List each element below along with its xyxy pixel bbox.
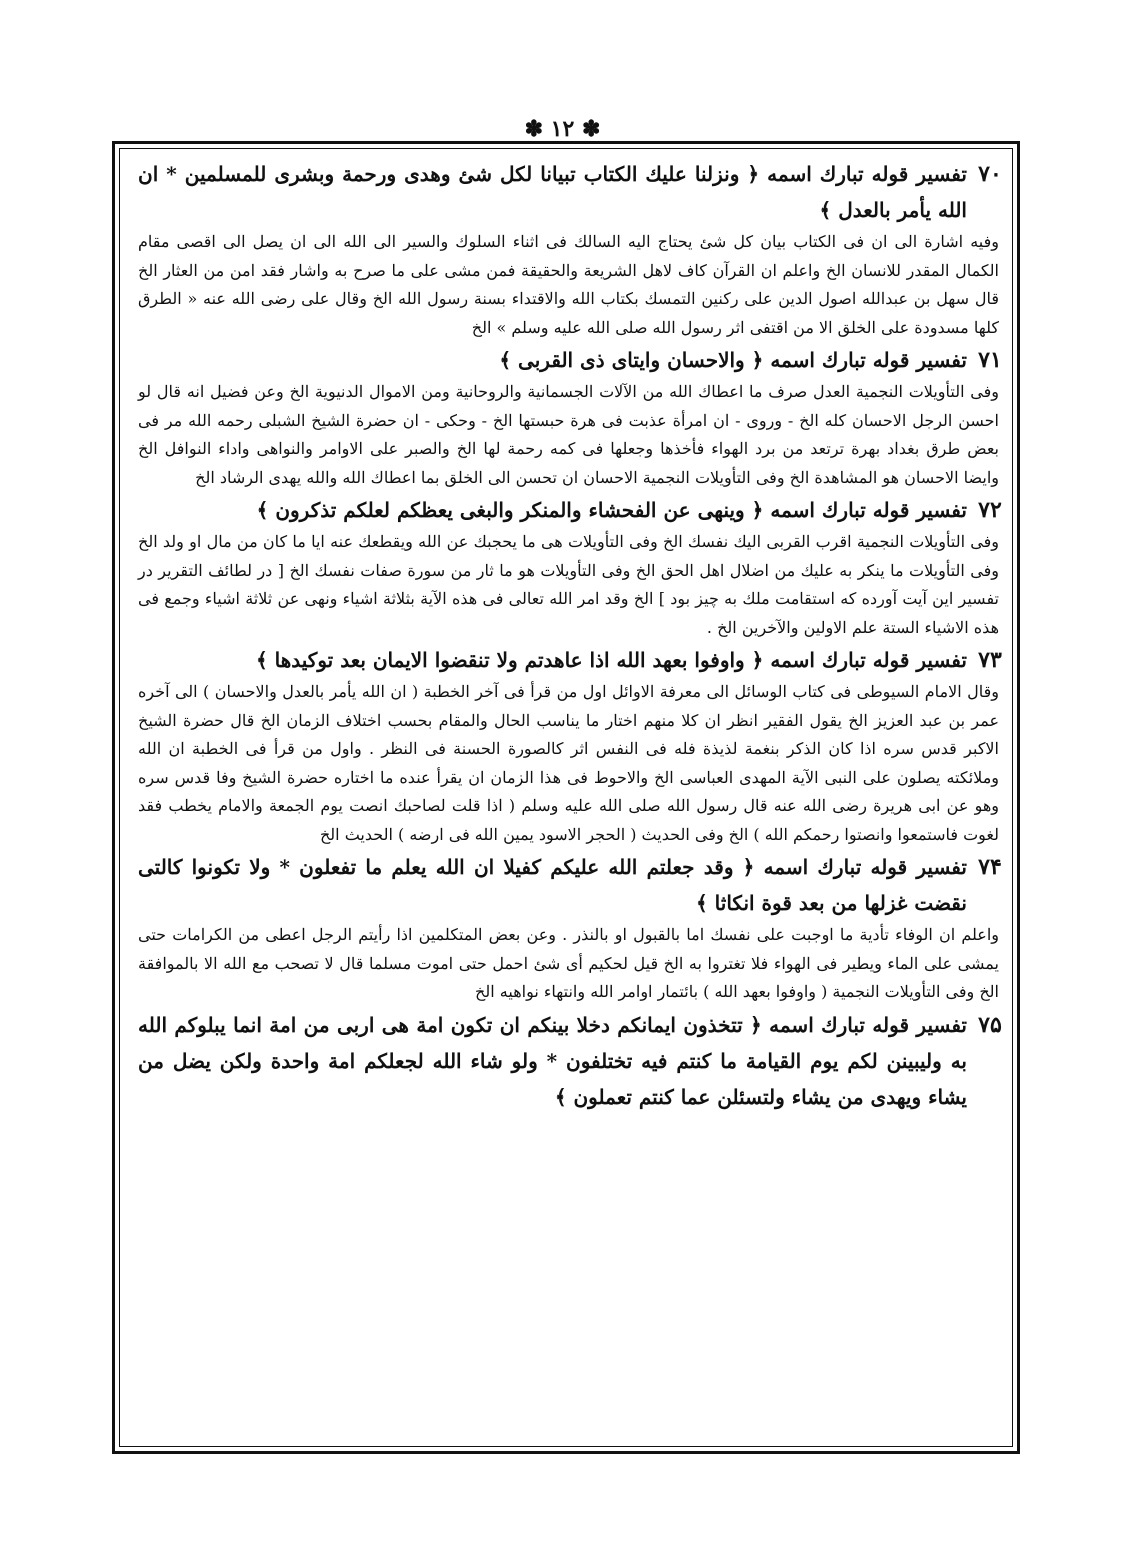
- entry-heading: [128, 849, 1013, 921]
- entry-heading: [128, 156, 1013, 228]
- verse-heading: تفسير قوله تبارك اسمه ﴿ والاحسان وايتاى ذى القربى ﴾: [499, 348, 967, 372]
- entry-70: [128, 156, 1013, 342]
- verse-heading: تفسير قوله تبارك اسمه ﴿ واوفوا بعهد الله اذا عاهدتم ولا تنقضوا الايمان بعد توكيدها ﴾: [255, 648, 967, 672]
- entry-body: وقال الامام السيوطى فى كتاب الوسائل الى معرفة الاوائل اول من قرأ فى آخر الخطبة ( ان الله يأمر بالعدل والاحسان ) الى آخره عمر بن عبد العزيز الخ يقول الفقير انظر ان كلا منهم اختار ما يناسب الحال والمقام بحسب اختلاف الزمان الخ قال حضرة الشيخ الاكبر قدس سره اذا كان الذكر بنغمة لذيذة فله فى النفس اثر كالصورة الحسنة فى النظر . واول من قرأ فى الخطبة ان الله وملائكته يصلون على النبى الآية المهدى العباسى الخ والاحوط فى هذا الزمان ان يقرأ عنده ما اختاره حضرة الشيخ وفا قدس سره وهو عن ابى هريرة رضى الله عنه قال رسول الله صلى الله عليه وسلم ( اذا قلت لصاحبك انصت يوم الجمعة والامام يخطب فقد لغوت فاستمعوا وانصتوا رحمكم الله ) الخ وفى الحديث ( الحجر الاسود يمين الله فى ارضه ) الحديث الخ: [138, 682, 1000, 844]
- entry-75: [128, 1007, 1013, 1115]
- entry-body: وفيه اشارة الى ان فى الكتاب بيان كل شئ يحتاج اليه السالك فى اثناء السلوك والسير الى الله الى ان يصل الى اقصى مقام الكمال المقدر للانسان الخ واعلم ان القرآن كاف لاهل الشريعة والحقيقة فمن مشى على ما صرح به واشار فقد امن من العثار الخ قال سهل بن عبدالله اصول الدين على ركنين التمسك بكتاب الله والاقتداء بسنة رسول الله الخ وقال على رضى الله عنه « الطرق كلها مسدودة على الخلق الا من اقتفى اثر رسول الله صلى الله عليه وسلم » الخ: [138, 232, 999, 337]
- entry-73: [128, 642, 1013, 849]
- entry-heading: [128, 342, 1013, 378]
- verse-heading: تفسير قوله تبارك اسمه ﴿ وينهى عن الفحشاء والمنكر والبغى يعظكم لعلكم تذكرون ﴾: [256, 498, 967, 522]
- entry-71: [128, 342, 1013, 492]
- entry-heading: [128, 642, 1013, 678]
- page-number-value: ۱۲: [550, 116, 575, 142]
- entry-72: [128, 492, 1013, 642]
- entry-number: ۷۳: [978, 647, 1002, 673]
- ornament-icon: ✽: [524, 116, 543, 142]
- entry-number: ۷۰: [978, 161, 1002, 187]
- entry-number: ۷۱: [978, 347, 1002, 373]
- commentary-text: [128, 152, 1013, 1442]
- entry-74: [128, 849, 1013, 1007]
- entry-number: ۷۴: [978, 854, 1002, 880]
- entry-heading: [128, 1007, 1013, 1115]
- ornament-icon: ✽: [581, 116, 601, 142]
- entry-body: وفى التأويلات النجمية العدل صرف ما اعطاك الله من الآلات الجسمانية والروحانية ومن الاموال الدنيوية الخ وعن فضيل انه قال لو احسن الرجل الاحسان كله الخ - وروى - ان امرأة عذبت فى هرة حبستها الخ - وحكى - ان حضرة الشيخ الشبلى رحمه الله مر فى بعض طرق بغداد بهرة ترتعد من برد الهواء فأخذها وجعلها فى كمه رحمة لها الخ والصبر على الاوامر والنواهى واداء النوافل الخ وايضا الاحسان هو المشاهدة الخ وفى التأويلات النجمية الاحسان ان تحسن الى الخلق بما اعطاك الله والله يهدى الرشاد الخ: [138, 382, 999, 487]
- verse-heading: تفسير قوله تبارك اسمه ﴿ ونزلنا عليك الكتاب تبيانا لكل شئ وهدى ورحمة وبشرى للمسلمين * ان الله يأمر بالعدل ﴾: [138, 162, 967, 222]
- entry-number: ۷۲: [978, 497, 1002, 523]
- entry-body: واعلم ان الوفاء تأدية ما اوجبت على نفسك اما بالقبول او بالنذر . وعن بعض المتكلمين اذا رأيتم الرجل اعطى من الكرامات حتى يمشى على الماء ويطير فى الهواء فلا تغتروا به الخ قيل لحكيم أى شئ احمل حتى اموت مسلما قال لا تصحب مع الله الا بالموافقة الخ وفى التأويلات النجمية ( واوفوا بعهد الله ) بائتمار اوامر الله وانتهاء نواهيه الخ: [138, 925, 999, 1001]
- entry-heading: [128, 492, 1013, 528]
- entry-number: ۷۵: [978, 1011, 1002, 1038]
- entry-body: وفى التأويلات النجمية اقرب القربى اليك نفسك الخ وفى التأويلات هى ما يحجبك عن الله ويقطعك عنه ايا ما كان من مال او ولد الخ وفى التأويلات ما ينكر به عليك من اضلال اهل الحق الخ وفى التأويلات هو ما ثار من سورة صفات نفسك الخ [ در لطائف التقرير در تفسير اين آيت آورده كه استقامت ملك به چيز بود ] الخ وقد امر الله تعالى فى هذه الآية بثلاثة اشياء ونهى عن ثلاثة اشياء وجمع فى هذه الاشياء الستة علم الاولين والآخرين الخ .: [138, 532, 1000, 637]
- verse-heading: تفسير قوله تبارك اسمه ﴿ تتخذون ايمانكم دخلا بينكم ان تكون امة هى اربى من امة انما يبلوكم الله به وليبينن لكم يوم القيامة ما كنتم فيه تختلفون * ولو شاء الله لجعلكم امة واحدة ولكن يضل من يشاء ويهدى من يشاء ولتسئلن عما كنتم تعملون ﴾: [138, 1012, 967, 1109]
- page-number: [0, 116, 1125, 142]
- verse-heading: تفسير قوله تبارك اسمه ﴿ وقد جعلتم الله عليكم كفيلا ان الله يعلم ما تفعلون * ولا تكونوا كالتى نقضت غزلها من بعد قوة انكاثا ﴾: [138, 855, 967, 915]
